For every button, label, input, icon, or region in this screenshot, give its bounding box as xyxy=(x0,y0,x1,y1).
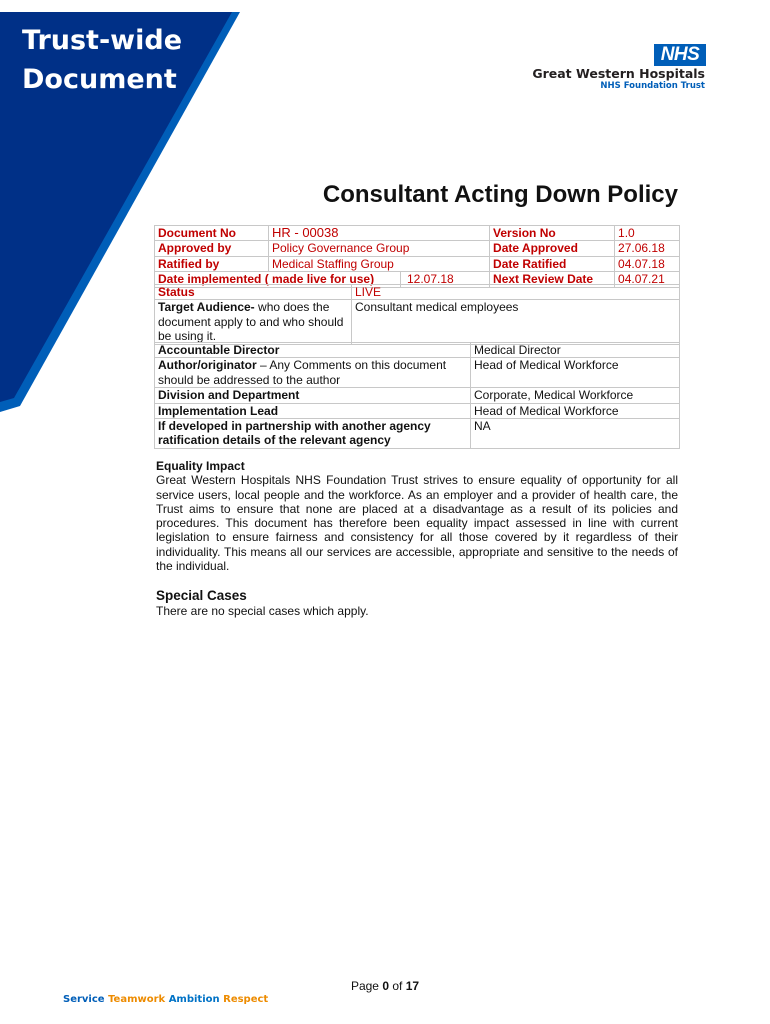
trust-values xyxy=(63,994,268,1005)
approved-by-value: Policy Governance Group xyxy=(269,241,490,256)
date-implemented-value: 12.07.18 xyxy=(401,272,490,287)
special-cases-section xyxy=(156,587,678,618)
partnership-value: NA xyxy=(471,419,680,449)
banner-line-1: Trust-wide xyxy=(22,25,183,56)
author-label: Author/originator xyxy=(158,358,257,373)
author-value: Head of Medical Workforce xyxy=(471,358,680,388)
date-ratified-label: Date Ratified xyxy=(490,256,615,271)
equality-impact-text: Great Western Hospitals NHS Foundation Trust strives to ensure equality of opportunity for all service users, local people and the workforce. As an employer and a provider of health care, the Trust aims to ensure that none are placed at a disadvantage as a result of its policies and procedures. This document has therefore been equality impact assessed in line with current legislation to ensure fairness and consistency for all those covered by it regardless of their individuality. This means all our services are accessible, appropriate and sensitive to the needs of the individual. xyxy=(156,473,678,574)
version-value: 1.0 xyxy=(615,226,680,241)
date-approved-value: 27.06.18 xyxy=(615,241,680,256)
partnership-label: If developed in partnership with another agency ratification details of the relevant agency xyxy=(155,419,471,449)
document-metadata-table xyxy=(154,225,680,288)
accountable-director-label: Accountable Director xyxy=(155,343,471,358)
doc-no-label: Document No xyxy=(155,226,269,241)
table-row xyxy=(155,226,680,241)
document-ownership-table xyxy=(154,342,680,449)
value-respect: Respect xyxy=(223,994,269,1005)
table-row xyxy=(155,241,680,256)
table-row xyxy=(155,358,680,388)
value-service: Service xyxy=(63,994,105,1005)
page-mid: of xyxy=(389,979,406,993)
date-ratified-value: 04.07.18 xyxy=(615,256,680,271)
table-row xyxy=(155,343,680,358)
next-review-value: 04.07.21 xyxy=(615,272,680,287)
value-teamwork: Teamwork xyxy=(108,994,166,1005)
org-name: Great Western Hospitals xyxy=(532,66,705,81)
date-approved-label: Date Approved xyxy=(490,241,615,256)
accountable-director-value: Medical Director xyxy=(471,343,680,358)
special-cases-text: There are no special cases which apply. xyxy=(156,604,369,618)
next-review-label: Next Review Date xyxy=(490,272,615,287)
table-row xyxy=(155,300,680,344)
target-audience-desc: who does the document apply to and who should be using it. xyxy=(158,300,344,344)
table-row xyxy=(155,285,680,300)
division-value: Corporate, Medical Workforce xyxy=(471,388,680,403)
org-subtitle: NHS Foundation Trust xyxy=(600,81,705,91)
special-cases-heading: Special Cases xyxy=(156,588,247,603)
target-audience-label: Target Audience- xyxy=(158,300,255,315)
target-audience-value: Consultant medical employees xyxy=(352,300,680,344)
implementation-lead-value: Head of Medical Workforce xyxy=(471,403,680,418)
equality-impact-section xyxy=(156,459,678,573)
page-number xyxy=(0,979,770,993)
document-status-table xyxy=(154,284,680,345)
value-ambition: Ambition xyxy=(168,994,220,1005)
banner-line-2: Document xyxy=(22,64,177,95)
version-label: Version No xyxy=(490,226,615,241)
document-title: Consultant Acting Down Policy xyxy=(322,181,678,208)
target-audience-cell xyxy=(155,300,352,344)
table-row xyxy=(155,419,680,449)
equality-impact-heading: Equality Impact xyxy=(156,459,245,473)
ratified-by-label: Ratified by xyxy=(155,256,269,271)
implementation-lead-label: Implementation Lead xyxy=(155,403,471,418)
doc-no-value: HR - 00038 xyxy=(269,226,490,241)
total-pages: 17 xyxy=(405,979,420,993)
nhs-logo: NHS xyxy=(654,44,706,66)
division-label: Division and Department xyxy=(155,388,471,403)
author-desc: – Any Comments on this document should be addressed to the author xyxy=(158,358,447,387)
status-value: LIVE xyxy=(352,285,680,300)
approved-by-label: Approved by xyxy=(155,241,269,256)
table-row xyxy=(155,388,680,403)
date-implemented-label: Date implemented ( made live for use) xyxy=(155,272,401,287)
page-prefix: Page xyxy=(350,979,383,993)
ratified-by-value: Medical Staffing Group xyxy=(269,256,490,271)
status-label: Status xyxy=(155,285,352,300)
table-row xyxy=(155,403,680,418)
author-cell xyxy=(155,358,471,388)
current-page: 0 xyxy=(382,979,389,993)
table-row xyxy=(155,256,680,271)
